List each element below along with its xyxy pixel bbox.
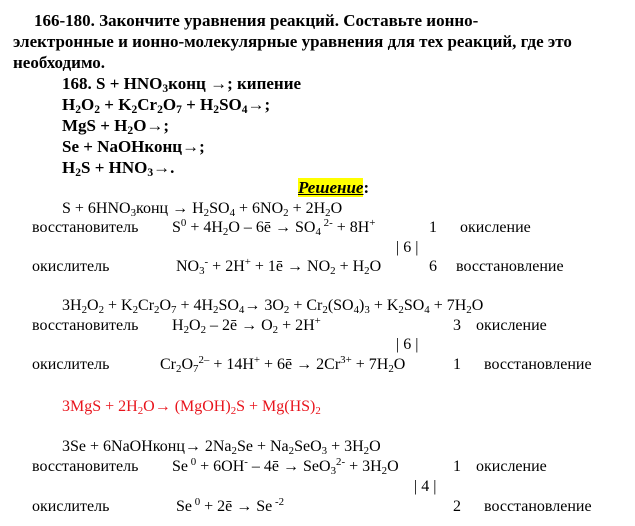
eq4-coef-2: 2 bbox=[453, 498, 461, 515]
eq4-lcm: | 4 | bbox=[414, 478, 437, 495]
reaction-4: Se + NaOHконц→; bbox=[62, 137, 205, 156]
eq4-oxidizer-label: окислитель bbox=[32, 498, 110, 515]
eq4-half-reduction: Se $^0$ + 2ē → Se $^{-2}$ bbox=[176, 496, 285, 515]
eq2-half-reduction: $Cr_2O_7^{2-} + 14H^+$ + 6ē → $2Cr^{3+} + 7H_2O$ bbox=[160, 354, 406, 376]
eq1-lcm: | 6 | bbox=[396, 239, 419, 256]
eq1-half-oxidation: $S^0 + 4H_2O$ – 6ē → $SO_4$ $^{2-}$ + 8H+ bbox=[172, 217, 376, 239]
eq1-reduction-label: восстановление bbox=[456, 258, 564, 275]
eq2-lcm: | 6 | bbox=[396, 336, 419, 353]
eq4-reducer-label: восстановитель bbox=[32, 458, 139, 475]
eq1-molecular: $S + 6HNO_3конц \to H_2SO_4 + 6NO_2 + 2H_2O$ bbox=[62, 200, 343, 220]
eq4-molecular: 3Se + 6NaOHконц→ $2Na_2Se + Na_2SeO_3 + 3H_2O$ bbox=[62, 438, 381, 458]
solution-heading: Решение: bbox=[298, 178, 370, 197]
reaction-3: MgS + $H_2O\to$; bbox=[62, 116, 170, 138]
eq2-half-oxidation: $H_2O_2$ – 2ē → $O_2 + 2H^+$ bbox=[172, 315, 321, 337]
eq1-reducer-label: восстановитель bbox=[32, 219, 139, 236]
reaction-5: $H_2S + HNO_3\to$. bbox=[62, 158, 175, 180]
eq2-coef-2: 1 bbox=[453, 356, 461, 373]
eq1-oxidation-label: окисление bbox=[460, 219, 531, 236]
eq2-reducer-label: восстановитель bbox=[32, 317, 139, 334]
task-line-2: электронные и ионно-молекулярные уравнения для тех реакций, где это bbox=[13, 32, 572, 51]
eq4-half-oxidation: Se $^0$ + 6OH- – 4ē → $SeO_3^{2-} + 3H_2O$ bbox=[172, 456, 399, 478]
task-line-1: 166-180. Закончите уравнения реакций. Составьте ионно- bbox=[34, 11, 479, 30]
reaction-1: 168. $S + HNO_3конц$ →; кипение bbox=[62, 74, 302, 96]
eq3-hydrolysis: $3MgS + 2H_2O\to$ $(MgOH)_2S + Mg(HS)_2$ bbox=[62, 398, 321, 418]
reaction-2: $H_2O_2 + K_2Cr_2O_7 + H_2SO_4\to$; bbox=[62, 95, 271, 117]
eq2-molecular: $3H_2O_2 + K_2Cr_2O_7 + 4H_2SO_4\to 3O_2 + Cr_2(SO_4)_3 + K_2SO_4 + 7H_2O$ bbox=[62, 297, 484, 317]
eq2-coef-1: 3 bbox=[453, 317, 461, 334]
eq1-oxidizer-label: окислитель bbox=[32, 258, 110, 275]
eq4-coef-1: 1 bbox=[453, 458, 461, 475]
eq4-oxidation-label: окисление bbox=[476, 458, 547, 475]
eq2-reduction-label: восстановление bbox=[484, 356, 592, 373]
eq2-oxidizer-label: окислитель bbox=[32, 356, 110, 373]
eq1-half-reduction: $NO_3^- + 2H^+$ + 1ē → $NO_2 + H_2O$ bbox=[176, 256, 382, 278]
eq1-coef-2: 6 bbox=[429, 258, 437, 275]
eq1-coef-1: 1 bbox=[429, 219, 437, 236]
eq2-oxidation-label: окисление bbox=[476, 317, 547, 334]
task-line-3: необходимо. bbox=[13, 53, 106, 72]
eq4-reduction-label: восстановление bbox=[484, 498, 592, 515]
